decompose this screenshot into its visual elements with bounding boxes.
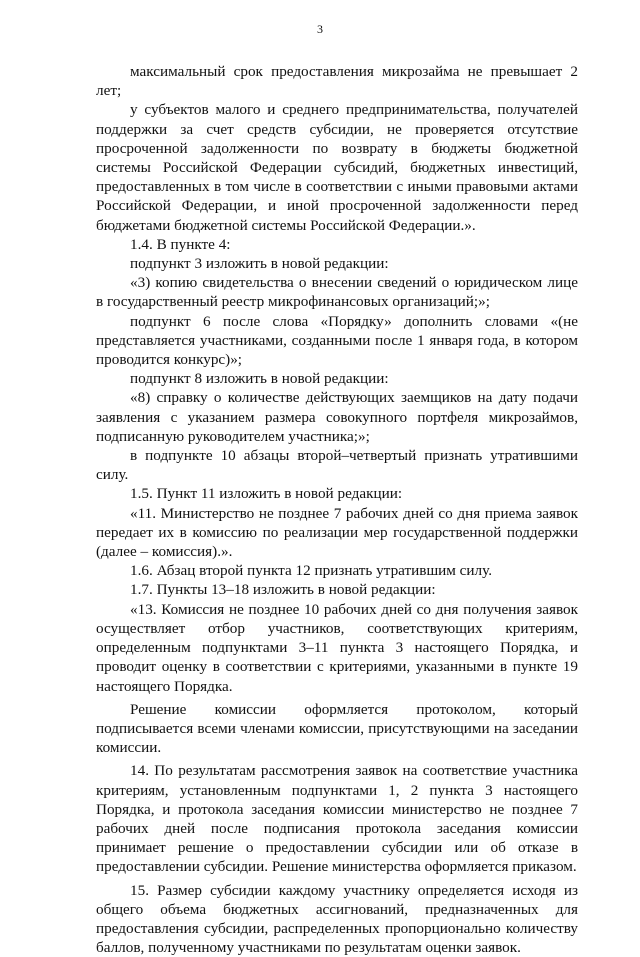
paragraph-12: 1.6. Абзац второй пункта 12 признать утратившим силу. bbox=[130, 562, 492, 580]
paragraph-2: у субъектов малого и среднего предпринимательства, получателей поддержки за счет средств субсидии, не проверяется отсутствие просроченной задолженности по возврату в бюджеты бюджетной системы Российской Федерации субсидий, бюджетных инвестиций, предоставленных в том числе в соответствии с иными правовыми актами Российской Федерации, и иной просроченной задолженности перед бюджетами бюджетной системы Российской Федерации.». bbox=[96, 101, 578, 234]
paragraph-11: «11. Министерство не позднее 7 рабочих дней со дня приема заявок передает их в комиссию по реализации мер государственной поддержки (далее – комиссия).». bbox=[96, 504, 578, 561]
paragraph-1: максимальный срок предоставления микрозайма не превышает 2 лет; bbox=[96, 63, 578, 100]
paragraph-4: подпункт 3 изложить в новой редакции: bbox=[130, 255, 389, 273]
paragraph-15: Решение комиссии оформляется протоколом, который подписывается всеми членами комиссии, присутствующими на заседании комиссии. bbox=[96, 700, 578, 757]
paragraph-16: 14. По результатам рассмотрения заявок на соответствие участника критериям, установленным подпунктами 1, 2 пункта 3 настоящего Порядка, и протокола заседания комиссии министерство не позднее 7 рабочих дней после подписания протокола заседания комиссии принимает решение о предоставлении субсидии или об отказе в предоставлении субсидии. Решение министерства оформляется приказом. bbox=[96, 762, 578, 876]
paragraph-7: подпункт 8 изложить в новой редакции: bbox=[130, 370, 389, 388]
page-number: 3 bbox=[317, 22, 323, 36]
paragraph-3: 1.4. В пункте 4: bbox=[130, 235, 231, 253]
paragraph-6: подпункт 6 после слова «Порядку» дополнить словами «(не представляется участниками, созданными после 1 января года, в котором проводится конкурс)»; bbox=[96, 312, 578, 369]
paragraph-9: в подпункте 10 абзацы второй–четвертый признать утратившими силу. bbox=[96, 447, 578, 484]
paragraph-8: «8) справку о количестве действующих заемщиков на дату подачи заявления с указанием размера совокупного портфеля микрозаймов, подписанную руководителем участника;»; bbox=[96, 389, 578, 445]
paragraph-13: 1.7. Пункты 13–18 изложить в новой редакции: bbox=[130, 581, 436, 599]
paragraph-14: «13. Комиссия не позднее 10 рабочих дней со дня получения заявок осуществляет отбор участников, соответствующих критериям, определенным подпунктами 3–11 пункта 3 настоящего Порядка, и проводит оценку в соответствии с критериями, указанными в пункте 19 настоящего Порядка. bbox=[96, 600, 578, 695]
paragraph-17: 15. Размер субсидии каждому участнику определяется исходя из общего объема бюджетных ассигнований, предназначенных для предоставления субсидии, распределенных пропорционально количеству баллов, полученному участниками по результатам оценки заявок. bbox=[96, 881, 578, 957]
paragraph-5: «3) копию свидетельства о внесении сведений о юридическом лице в государственный реестр микрофинансовых организаций;»; bbox=[96, 274, 578, 311]
paragraph-10: 1.5. Пункт 11 изложить в новой редакции: bbox=[130, 485, 403, 503]
document-body bbox=[96, 62, 578, 957]
